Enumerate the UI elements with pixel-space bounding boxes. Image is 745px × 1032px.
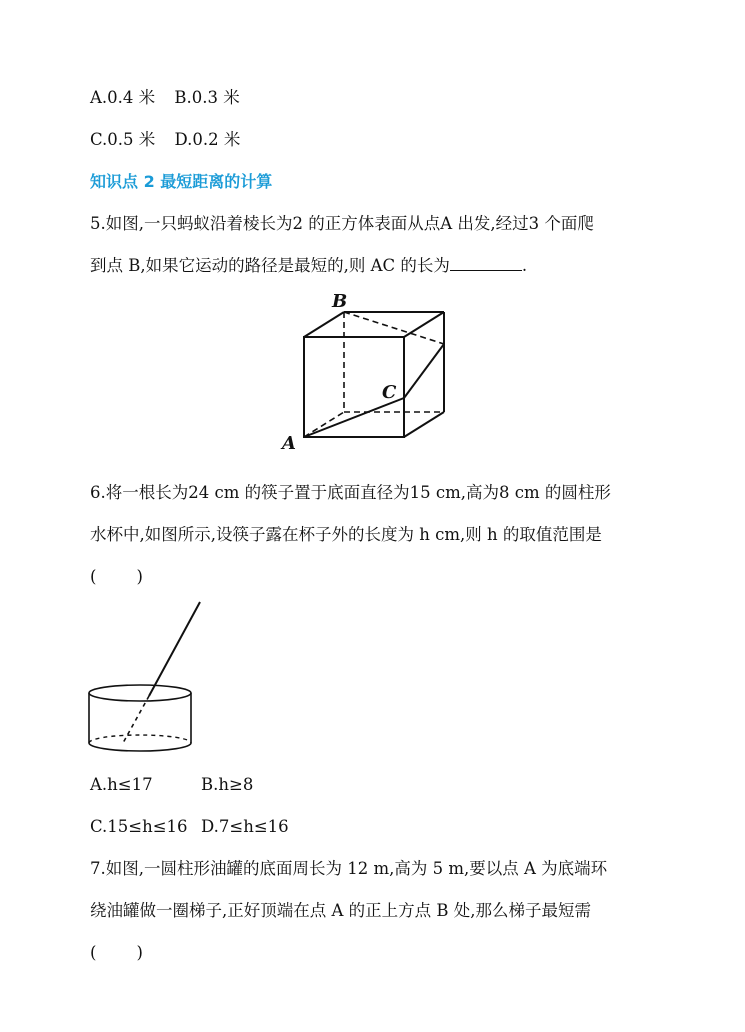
q6-text-line-1: 6.将一根长为24 cm 的筷子置于底面直径为15 cm,高为8 cm 的圆柱形 [90, 483, 611, 502]
q5-text-line-2-main: 到点 B,如果它运动的路径是最短的,则 AC 的长为 [90, 256, 450, 275]
q6-option-c: C.15≤h≤16 [90, 817, 188, 836]
q6-paren-open: ( [90, 567, 97, 586]
label-b: B [332, 291, 348, 312]
q4-option-c: C.0.5 米 [90, 130, 156, 149]
cube-top-edge-left [304, 312, 344, 337]
q5-text-line-2 [90, 255, 527, 277]
q6-option-a: A.h≤17 [90, 775, 153, 794]
cup-top-rim [89, 685, 191, 701]
q6-option-d: D.7≤h≤16 [201, 817, 289, 836]
q5-answer-blank [450, 256, 522, 271]
q7-paren-close: ) [136, 943, 143, 962]
chopstick-inside [123, 696, 149, 743]
ant-path-segment-1 [304, 398, 404, 437]
label-a: A [282, 433, 296, 453]
q6-paren-close: ) [136, 567, 143, 586]
q7-text-line-2: 绕油罐做一圈梯子,正好顶端在点 A 的正上方点 B 处,那么梯子最短需 [90, 901, 592, 920]
q7-answer-paren [90, 942, 143, 964]
q5-text-line-1: 5.如图,一只蚂蚁沿着棱长为2 的正方体表面从点A 出发,经过3 个面爬 [90, 214, 594, 233]
cube-top-edge-right [404, 312, 444, 337]
chopstick-outside [149, 602, 200, 696]
ant-path-dashed [344, 312, 444, 344]
q7-text-line-1: 7.如图,一圆柱形油罐的底面周长为 12 m,高为 5 m,要以点 A 为底端环 [90, 859, 608, 878]
q6-options-row-2 [90, 816, 289, 838]
q4-options-row-2 [90, 129, 240, 151]
q7-paren-open: ( [90, 943, 97, 962]
cup-bottom-back [89, 735, 191, 743]
cube-bottom-right-edge [404, 412, 444, 437]
q6-options-row-1 [90, 774, 253, 796]
q4-option-b: B.0.3 米 [174, 88, 240, 107]
q6-text-line-2: 水杯中,如图所示,设筷子露在杯子外的长度为 h cm,则 h 的取值范围是 [90, 525, 602, 544]
cup-bottom-front [89, 743, 191, 751]
q5-text-line-2-end: . [521, 256, 528, 275]
q6-answer-paren [90, 566, 143, 588]
section-heading: 知识点 2 最短距离的计算 [90, 172, 273, 191]
cube-figure [280, 288, 460, 453]
ant-path-segment-2 [404, 344, 444, 398]
q6-option-b: B.h≥8 [201, 775, 254, 794]
q4-option-a: A.0.4 米 [90, 88, 156, 107]
label-c: C [382, 382, 397, 403]
cup-figure [85, 598, 210, 753]
q4-options-row-1 [90, 87, 240, 109]
q4-option-d: D.0.2 米 [174, 130, 241, 149]
